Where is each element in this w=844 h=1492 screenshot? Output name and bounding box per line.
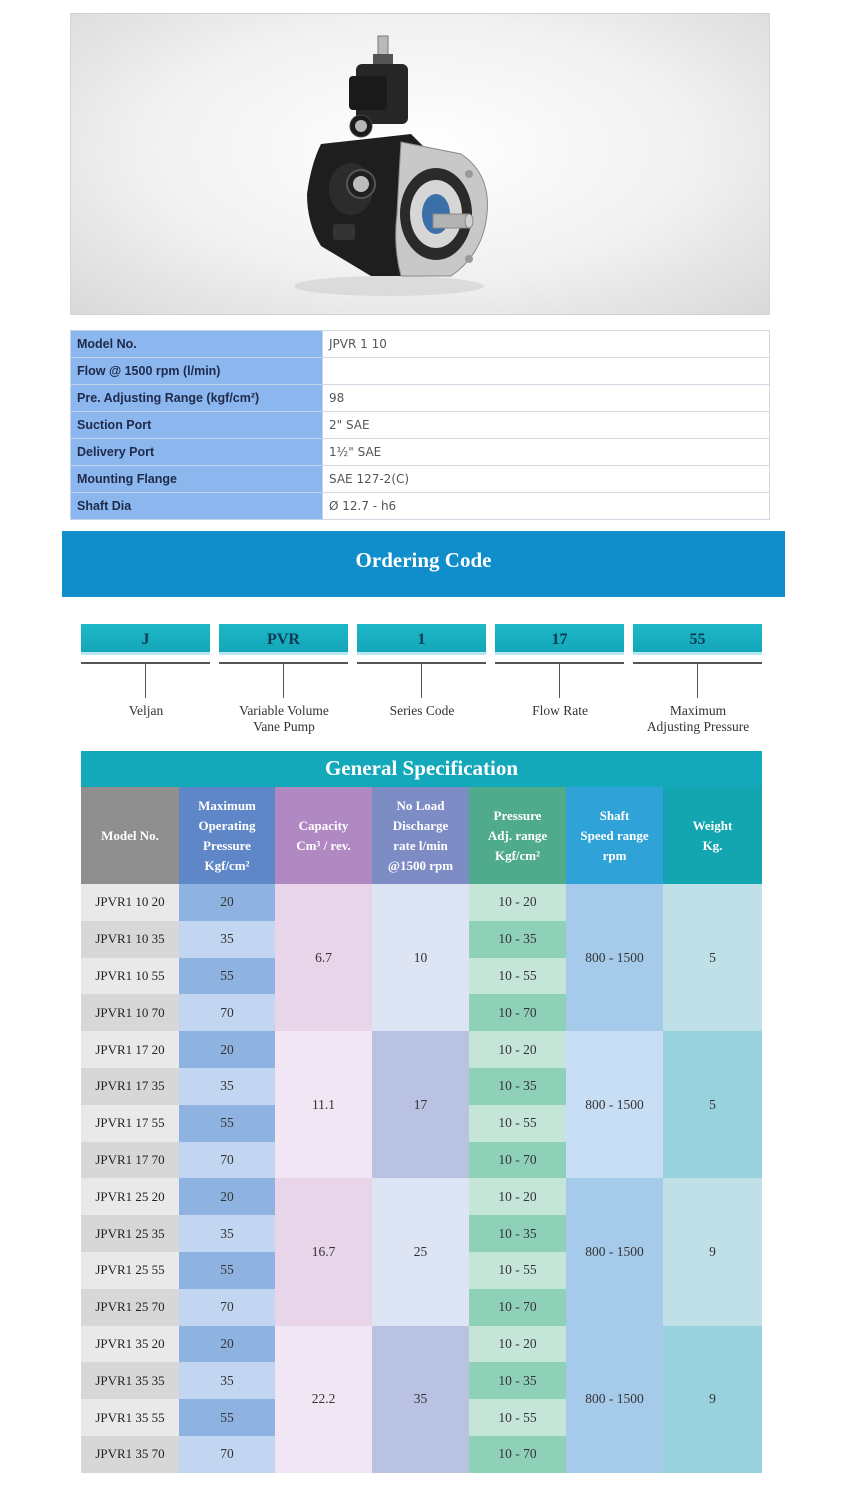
code-segment-box: 1 bbox=[357, 624, 486, 655]
table-row bbox=[71, 493, 770, 520]
model-cell: JPVR1 17 20 bbox=[81, 1031, 179, 1068]
table-row bbox=[81, 1031, 762, 1068]
weight-cell: 9 bbox=[663, 1178, 762, 1325]
model-cell: JPVR1 10 20 bbox=[81, 884, 179, 921]
pressure-cell: 20 bbox=[179, 1178, 275, 1215]
code-segment-box: 17 bbox=[495, 624, 624, 655]
connector-line bbox=[697, 664, 698, 698]
weight-cell: 5 bbox=[663, 884, 762, 1031]
spec-value: SAE 127-2(C) bbox=[323, 466, 770, 493]
col-header-weight: Weight Kg. bbox=[663, 787, 762, 884]
connector-line bbox=[145, 664, 146, 698]
col-header-pressure: Maximum Operating Pressure Kgf/cm² bbox=[179, 787, 275, 884]
adj-range-cell: 10 - 35 bbox=[469, 1215, 566, 1252]
code-description bbox=[623, 703, 773, 735]
table-row bbox=[71, 439, 770, 466]
weight-cell: 9 bbox=[663, 1326, 762, 1473]
table-row bbox=[71, 358, 770, 385]
table-row bbox=[71, 331, 770, 358]
col-header-speed: Shaft Speed range rpm bbox=[566, 787, 663, 884]
col-header-capacity: Capacity Cm³ / rev. bbox=[275, 787, 372, 884]
capacity-cell: 6.7 bbox=[275, 884, 372, 1031]
model-cell: JPVR1 25 55 bbox=[81, 1252, 179, 1289]
model-cell: JPVR1 10 55 bbox=[81, 958, 179, 995]
pressure-cell: 70 bbox=[179, 1142, 275, 1179]
general-spec-table bbox=[81, 787, 762, 1473]
code-description-line1: Maximum bbox=[669, 703, 727, 718]
adj-range-cell: 10 - 35 bbox=[469, 1362, 566, 1399]
code-description bbox=[347, 703, 497, 719]
general-spec-title: General Specification bbox=[81, 751, 762, 787]
ordering-code-title: Ordering Code bbox=[62, 531, 785, 597]
code-description bbox=[209, 703, 359, 735]
general-spec-body bbox=[81, 884, 762, 1473]
pressure-cell: 35 bbox=[179, 1215, 275, 1252]
speed-cell: 800 - 1500 bbox=[566, 1178, 663, 1325]
flow-cell: 25 bbox=[372, 1178, 469, 1325]
model-cell: JPVR1 25 20 bbox=[81, 1178, 179, 1215]
code-description-line2: Vane Pump bbox=[253, 719, 315, 734]
connector-line bbox=[283, 664, 284, 698]
adj-range-cell: 10 - 55 bbox=[469, 1399, 566, 1436]
adj-range-cell: 10 - 20 bbox=[469, 1326, 566, 1363]
adj-range-cell: 10 - 70 bbox=[469, 1436, 566, 1473]
code-description bbox=[485, 703, 635, 719]
spec-label: Suction Port bbox=[71, 412, 323, 439]
model-cell: JPVR1 25 35 bbox=[81, 1215, 179, 1252]
adj-range-cell: 10 - 35 bbox=[469, 1068, 566, 1105]
spec-label: Flow @ 1500 rpm (l/min) bbox=[71, 358, 323, 385]
model-cell: JPVR1 35 70 bbox=[81, 1436, 179, 1473]
capacity-cell: 16.7 bbox=[275, 1178, 372, 1325]
adj-range-cell: 10 - 20 bbox=[469, 884, 566, 921]
adj-range-cell: 10 - 55 bbox=[469, 1252, 566, 1289]
pressure-cell: 70 bbox=[179, 1436, 275, 1473]
code-description-line1: Series Code bbox=[389, 703, 455, 718]
table-row bbox=[71, 412, 770, 439]
vane-pump-image bbox=[71, 14, 771, 316]
code-segment-box: 55 bbox=[633, 624, 762, 655]
code-description-line2: Adjusting Pressure bbox=[646, 719, 750, 734]
pressure-cell: 20 bbox=[179, 1031, 275, 1068]
model-cell: JPVR1 35 35 bbox=[81, 1362, 179, 1399]
model-cell: JPVR1 35 55 bbox=[81, 1399, 179, 1436]
model-cell: JPVR1 10 35 bbox=[81, 921, 179, 958]
table-row bbox=[71, 385, 770, 412]
spec-value: Ø 12.7 - h6 bbox=[323, 493, 770, 520]
flow-cell: 35 bbox=[372, 1326, 469, 1473]
table-row bbox=[71, 466, 770, 493]
weight-cell: 5 bbox=[663, 1031, 762, 1178]
model-cell: JPVR1 10 70 bbox=[81, 994, 179, 1031]
spec-value bbox=[323, 358, 770, 385]
spec-value: 1½" SAE bbox=[323, 439, 770, 466]
model-cell: JPVR1 35 20 bbox=[81, 1326, 179, 1363]
flow-cell: 17 bbox=[372, 1031, 469, 1178]
capacity-cell: 22.2 bbox=[275, 1326, 372, 1473]
table-row bbox=[81, 1178, 762, 1215]
col-header-flow: No Load Discharge rate l/min @1500 rpm bbox=[372, 787, 469, 884]
pressure-cell: 20 bbox=[179, 1326, 275, 1363]
pressure-cell: 70 bbox=[179, 1289, 275, 1326]
adj-range-cell: 10 - 70 bbox=[469, 1289, 566, 1326]
col-header-adj-range: Pressure Adj. range Kgf/cm² bbox=[469, 787, 566, 884]
spec-label: Mounting Flange bbox=[71, 466, 323, 493]
pressure-cell: 20 bbox=[179, 884, 275, 921]
speed-cell: 800 - 1500 bbox=[566, 1326, 663, 1473]
adj-range-cell: 10 - 70 bbox=[469, 994, 566, 1031]
adj-range-cell: 10 - 55 bbox=[469, 958, 566, 995]
spec-value: 2" SAE bbox=[323, 412, 770, 439]
model-cell: JPVR1 17 70 bbox=[81, 1142, 179, 1179]
col-header-model: Model No. bbox=[81, 787, 179, 884]
spec-value: 98 bbox=[323, 385, 770, 412]
spec-label: Pre. Adjusting Range (kgf/cm²) bbox=[71, 385, 323, 412]
adj-range-cell: 10 - 35 bbox=[469, 921, 566, 958]
model-cell: JPVR1 25 70 bbox=[81, 1289, 179, 1326]
code-description-line1: Variable Volume bbox=[239, 703, 329, 718]
spec-label: Shaft Dia bbox=[71, 493, 323, 520]
flow-cell: 10 bbox=[372, 884, 469, 1031]
adj-range-cell: 10 - 20 bbox=[469, 1178, 566, 1215]
model-cell: JPVR1 17 55 bbox=[81, 1105, 179, 1142]
spec-table bbox=[70, 330, 770, 520]
adj-range-cell: 10 - 20 bbox=[469, 1031, 566, 1068]
pressure-cell: 35 bbox=[179, 1068, 275, 1105]
pressure-cell: 55 bbox=[179, 958, 275, 995]
table-row bbox=[81, 1326, 762, 1363]
table-row bbox=[81, 884, 762, 921]
code-description-line1: Veljan bbox=[128, 703, 164, 718]
connector-line bbox=[559, 664, 560, 698]
spec-label: Model No. bbox=[71, 331, 323, 358]
adj-range-cell: 10 - 55 bbox=[469, 1105, 566, 1142]
pressure-cell: 55 bbox=[179, 1252, 275, 1289]
code-segment-box: J bbox=[81, 624, 210, 655]
pressure-cell: 35 bbox=[179, 921, 275, 958]
code-description-line1: Flow Rate bbox=[532, 703, 588, 718]
speed-cell: 800 - 1500 bbox=[566, 884, 663, 1031]
speed-cell: 800 - 1500 bbox=[566, 1031, 663, 1178]
spec-value: JPVR 1 10 bbox=[323, 331, 770, 358]
adj-range-cell: 10 - 70 bbox=[469, 1142, 566, 1179]
pressure-cell: 55 bbox=[179, 1399, 275, 1436]
model-cell: JPVR1 17 35 bbox=[81, 1068, 179, 1105]
spec-label: Delivery Port bbox=[71, 439, 323, 466]
connector-line bbox=[421, 664, 422, 698]
product-image-frame bbox=[70, 13, 770, 315]
code-segment-box: PVR bbox=[219, 624, 348, 655]
code-description bbox=[71, 703, 221, 719]
capacity-cell: 11.1 bbox=[275, 1031, 372, 1178]
pressure-cell: 35 bbox=[179, 1362, 275, 1399]
table-header-row bbox=[81, 787, 762, 884]
pressure-cell: 70 bbox=[179, 994, 275, 1031]
pressure-cell: 55 bbox=[179, 1105, 275, 1142]
